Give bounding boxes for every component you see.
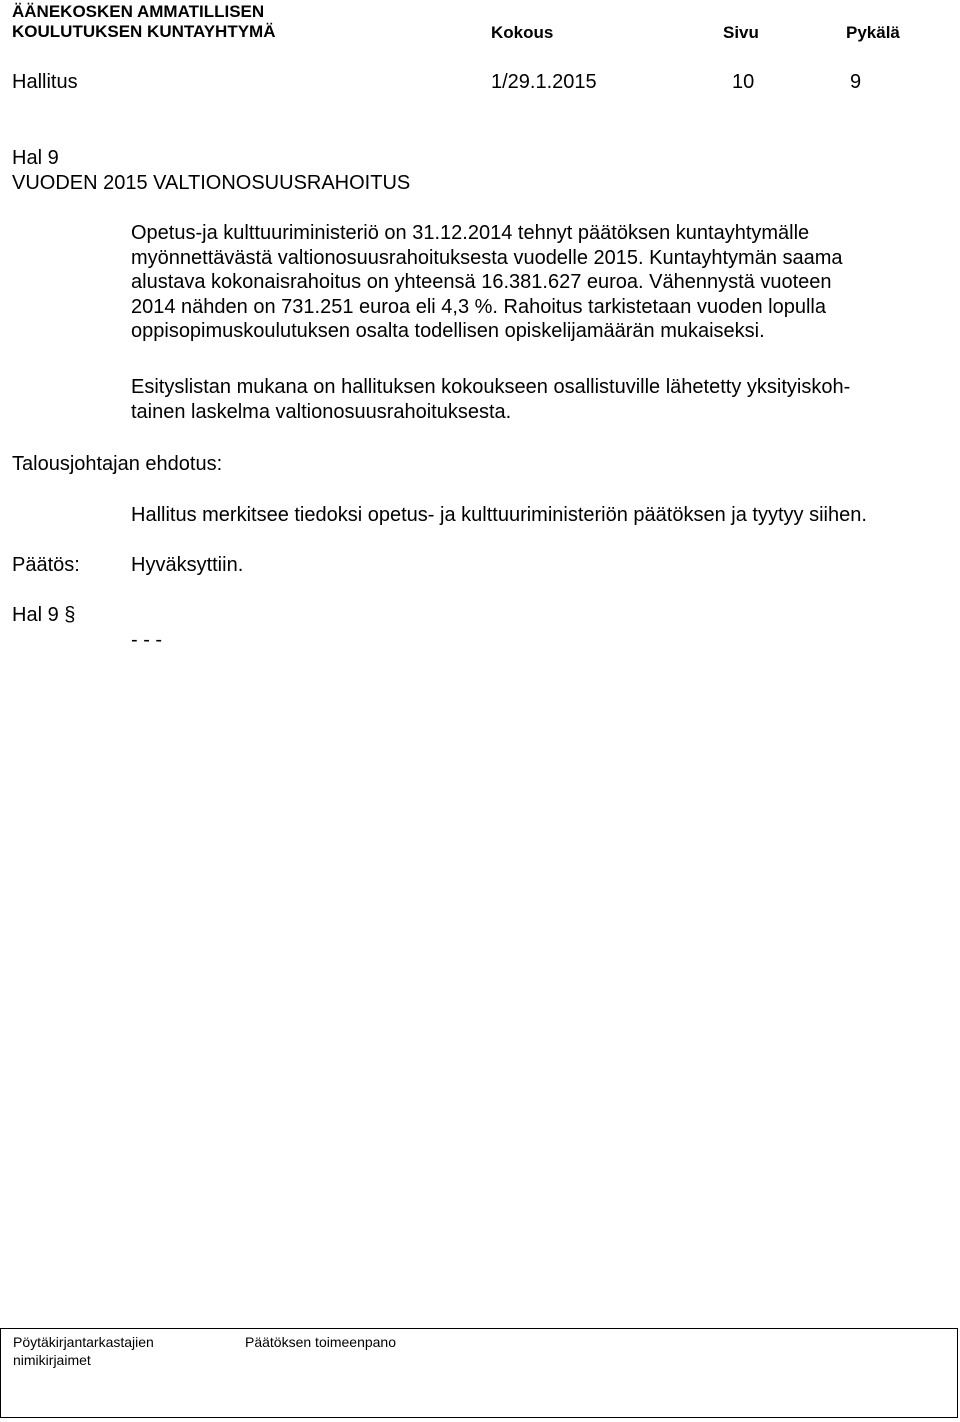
proposal-text: Hallitus merkitsee tiedoksi opetus- ja kulttuuriministeriön päätöksen ja tyytyy siihen. xyxy=(131,504,867,526)
body-paragraph-2 xyxy=(131,375,850,424)
page-column-label: Sivu xyxy=(723,23,759,42)
meeting-date: 1/29.1.2015 xyxy=(491,71,597,93)
section-reference: Hal 9 § xyxy=(12,604,76,626)
organization-name xyxy=(12,2,276,42)
checkers-initials-box xyxy=(1,1329,241,1417)
paragraph-line: tainen laskelma valtionosuusrahoituksesta. xyxy=(131,400,512,423)
paragraph-line: myönnettävästä valtionosuusrahoituksesta vuodelle 2015. Kuntayhtymän saama xyxy=(131,246,843,269)
checkers-label-line2: nimikirjaimet xyxy=(13,1352,91,1368)
paragraph-line: oppisopimuskoulutuksen osalta todellisen opiskelijamäärän mukaiseksi. xyxy=(131,320,765,342)
paragraph-line: alustava kokonaisrahoitus on yhteensä 16.381.627 euroa. Vähennystä vuoteen xyxy=(131,271,832,293)
end-separator: - - - xyxy=(131,629,163,651)
page-number: 10 xyxy=(732,71,755,93)
signature-footer xyxy=(0,1328,958,1418)
decision-label: Päätös: xyxy=(12,554,80,576)
body-name: Hallitus xyxy=(12,71,78,93)
organization-name-line1: ÄÄNEKOSKEN AMMATILLISEN xyxy=(12,2,265,21)
item-title: VUODEN 2015 VALTIONOSUUSRAHOITUS xyxy=(12,172,411,194)
item-number: Hal 9 xyxy=(12,147,59,169)
paragraph-line: Opetus-ja kulttuuriministeriö on 31.12.2014 tehnyt päätöksen kuntayhtymälle xyxy=(131,222,810,244)
body-paragraph-1 xyxy=(131,221,843,344)
section-column-label: Pykälä xyxy=(846,23,900,42)
proposal-label: Talousjohtajan ehdotus: xyxy=(12,453,223,475)
meeting-column-label: Kokous xyxy=(491,23,554,42)
organization-name-line2: KOULUTUKSEN KUNTAYHTYMÄ xyxy=(12,22,276,41)
paragraph-line: 2014 nähden on 731.251 euroa eli 4,3 %. Rahoitus tarkistetaan vuoden lopulla xyxy=(131,295,826,318)
decision-text: Hyväksyttiin. xyxy=(131,554,244,576)
execution-label: Päätöksen toimeenpano xyxy=(245,1334,396,1350)
checkers-label-line1: Pöytäkirjantarkastajien xyxy=(13,1334,154,1350)
paragraph-line: Esityslistan mukana on hallituksen kokoukseen osallistuville lähetetty yksityiskoh- xyxy=(131,376,851,398)
section-number: 9 xyxy=(850,71,862,93)
